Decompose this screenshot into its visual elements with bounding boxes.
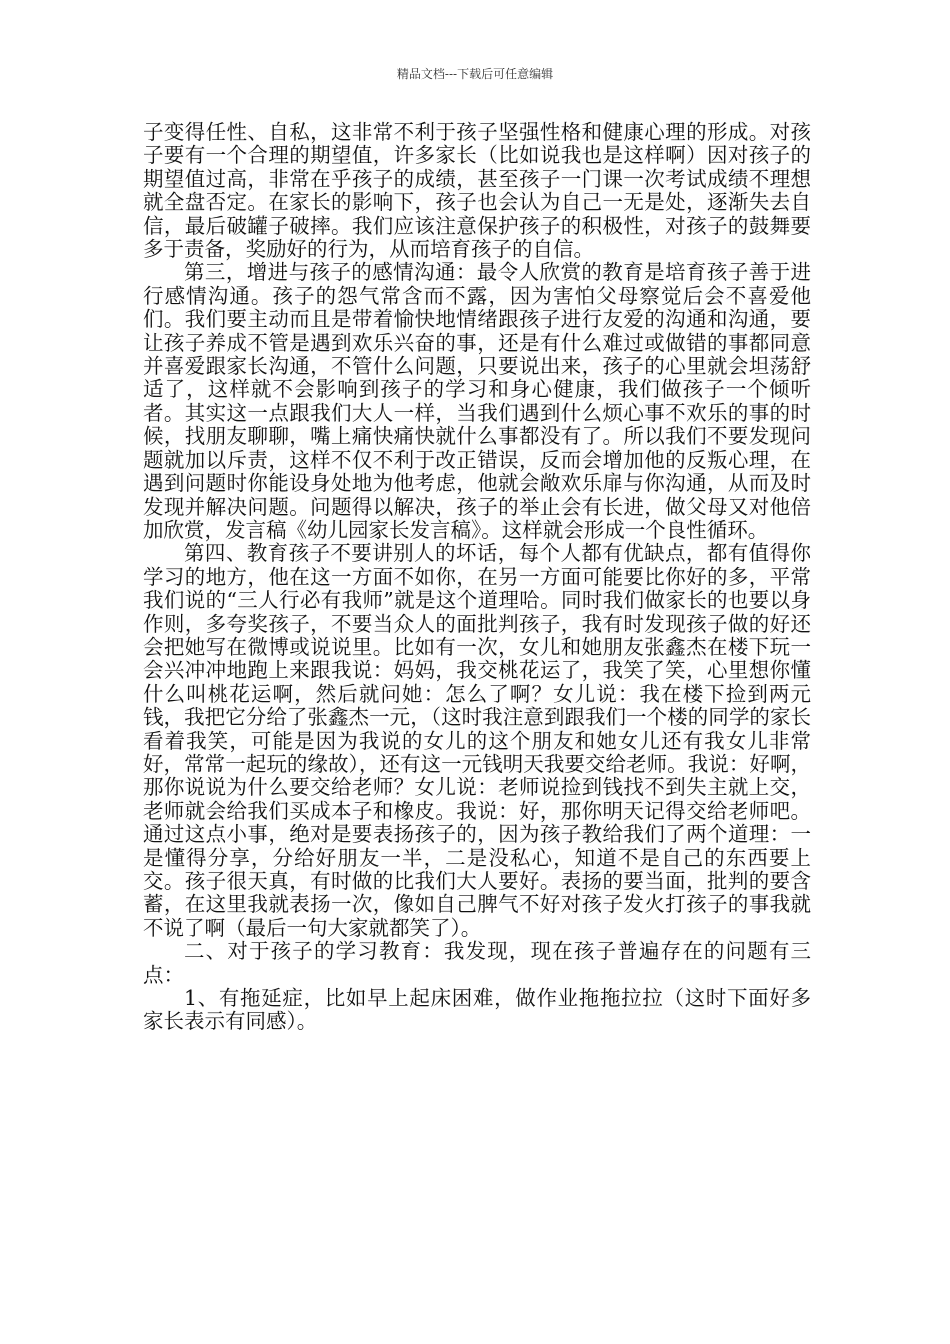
paragraph: 子变得任性、自私，这非常不利于孩子坚强性格和健康心理的形成。对孩子要有一个合理的期望值，许多家长（比如说我也是这样啊）因对孩子的期望值过高，非常在乎孩子的成绩，甚至孩子一门课一次考试成绩不理想就全盘否定。在家长的影响下，孩子也会认为自己一无是处，逐渐失去自信，最后破罐子破摔。我们应该注意保护孩子的积极性，对孩子的鼓舞要多于责备，奖励好的行为，从而培育孩子的自信。 <box>143 120 811 262</box>
paragraph: 1、有拖延症，比如早上起床困难，做作业拖拖拉拉（这时下面好多家长表示有同感）。 <box>143 986 811 1034</box>
paragraph: 第四、教育孩子不要讲别人的坏话，每个人都有优缺点，都有值得你学习的地方，他在这一方面不如你，在另一方面可能要比你好的多，平常我们说的“三人行必有我师”就是这个道理哈。同时我们做家长的也要以身作则，多夸奖孩子，不要当众人的面批判孩子，我有时发现孩子做的好还会把她写在微博或说说里。比如有一次，女儿和她朋友张鑫杰在楼下玩一会兴冲冲地跑上来跟我说：妈妈，我交桃花运了，我笑了笑，心里想你懂什么叫桃花运啊，然后就问她：怎么了啊？女儿说：我在楼下捡到两元钱，我把它分给了张鑫杰一元，（这时我注意到跟我们一个楼的同学的家长看着我笑，可能是因为我说的女儿的这个朋友和她女儿还有我女儿非常好，常常一起玩的缘故），还有这一元钱明天我要交给老师。我说：好啊，那你说说为什么要交给老师？女儿说：老师说捡到钱找不到失主就上交，老师就会给我们买成本子和橡皮。我说：好，那你明天记得交给老师吧。通过这点小事，绝对是要表扬孩子的，因为孩子教给我们了两个道理：一是懂得分享，分给好朋友一半，二是没私心，知道不是自己的东西要上交。孩子很天真，有时做的比我们大人要好。表扬的要当面，批判的要含蓄，在这里我就表扬一次，像如自己脾气不好对孩子发火打孩子的事我就不说了啊（最后一句大家就都笑了）。 <box>143 541 811 940</box>
paragraph: 第三，增进与孩子的感情沟通：最令人欣赏的教育是培育孩子善于进行感情沟通。孩子的怨气常含而不露，因为害怕父母察觉后会不喜爱他们。我们要主动而且是带着愉快地情绪跟孩子进行友爱的沟通和沟通，要让孩子养成不管是遇到欢乐兴奋的事，还是有什么难过或做错的事都同意并喜爱跟家长沟通，不管什么问题，只要说出来，孩子的心里就会坦荡舒适了，这样就不会影响到孩子的学习和身心健康，我们做孩子一个倾听者。其实这一点跟我们大人一样，当我们遇到什么烦心事不欢乐的事的时候，找朋友聊聊，嘴上痛快痛快就什么事都没有了。所以我们不要发现问题就加以斥责，这样不仅不利于改正错误，反而会增加他的反叛心理，在遇到问题时你能设身处地为他考虑，他就会敞欢乐扉与你沟通，从而及时发现并解决问题。问题得以解决，孩子的举止会有长进，做父母又对他倍加欣赏，发言稿《幼儿园家长发言稿》。这样就会形成一个良性循环。 <box>143 260 811 542</box>
document-body <box>143 121 811 1034</box>
page-header: 精品文档---下载后可任意编辑 <box>396 67 554 81</box>
paragraph: 二、对于孩子的学习教育：我发现，现在孩子普遍存在的问题有三点： <box>143 939 811 987</box>
